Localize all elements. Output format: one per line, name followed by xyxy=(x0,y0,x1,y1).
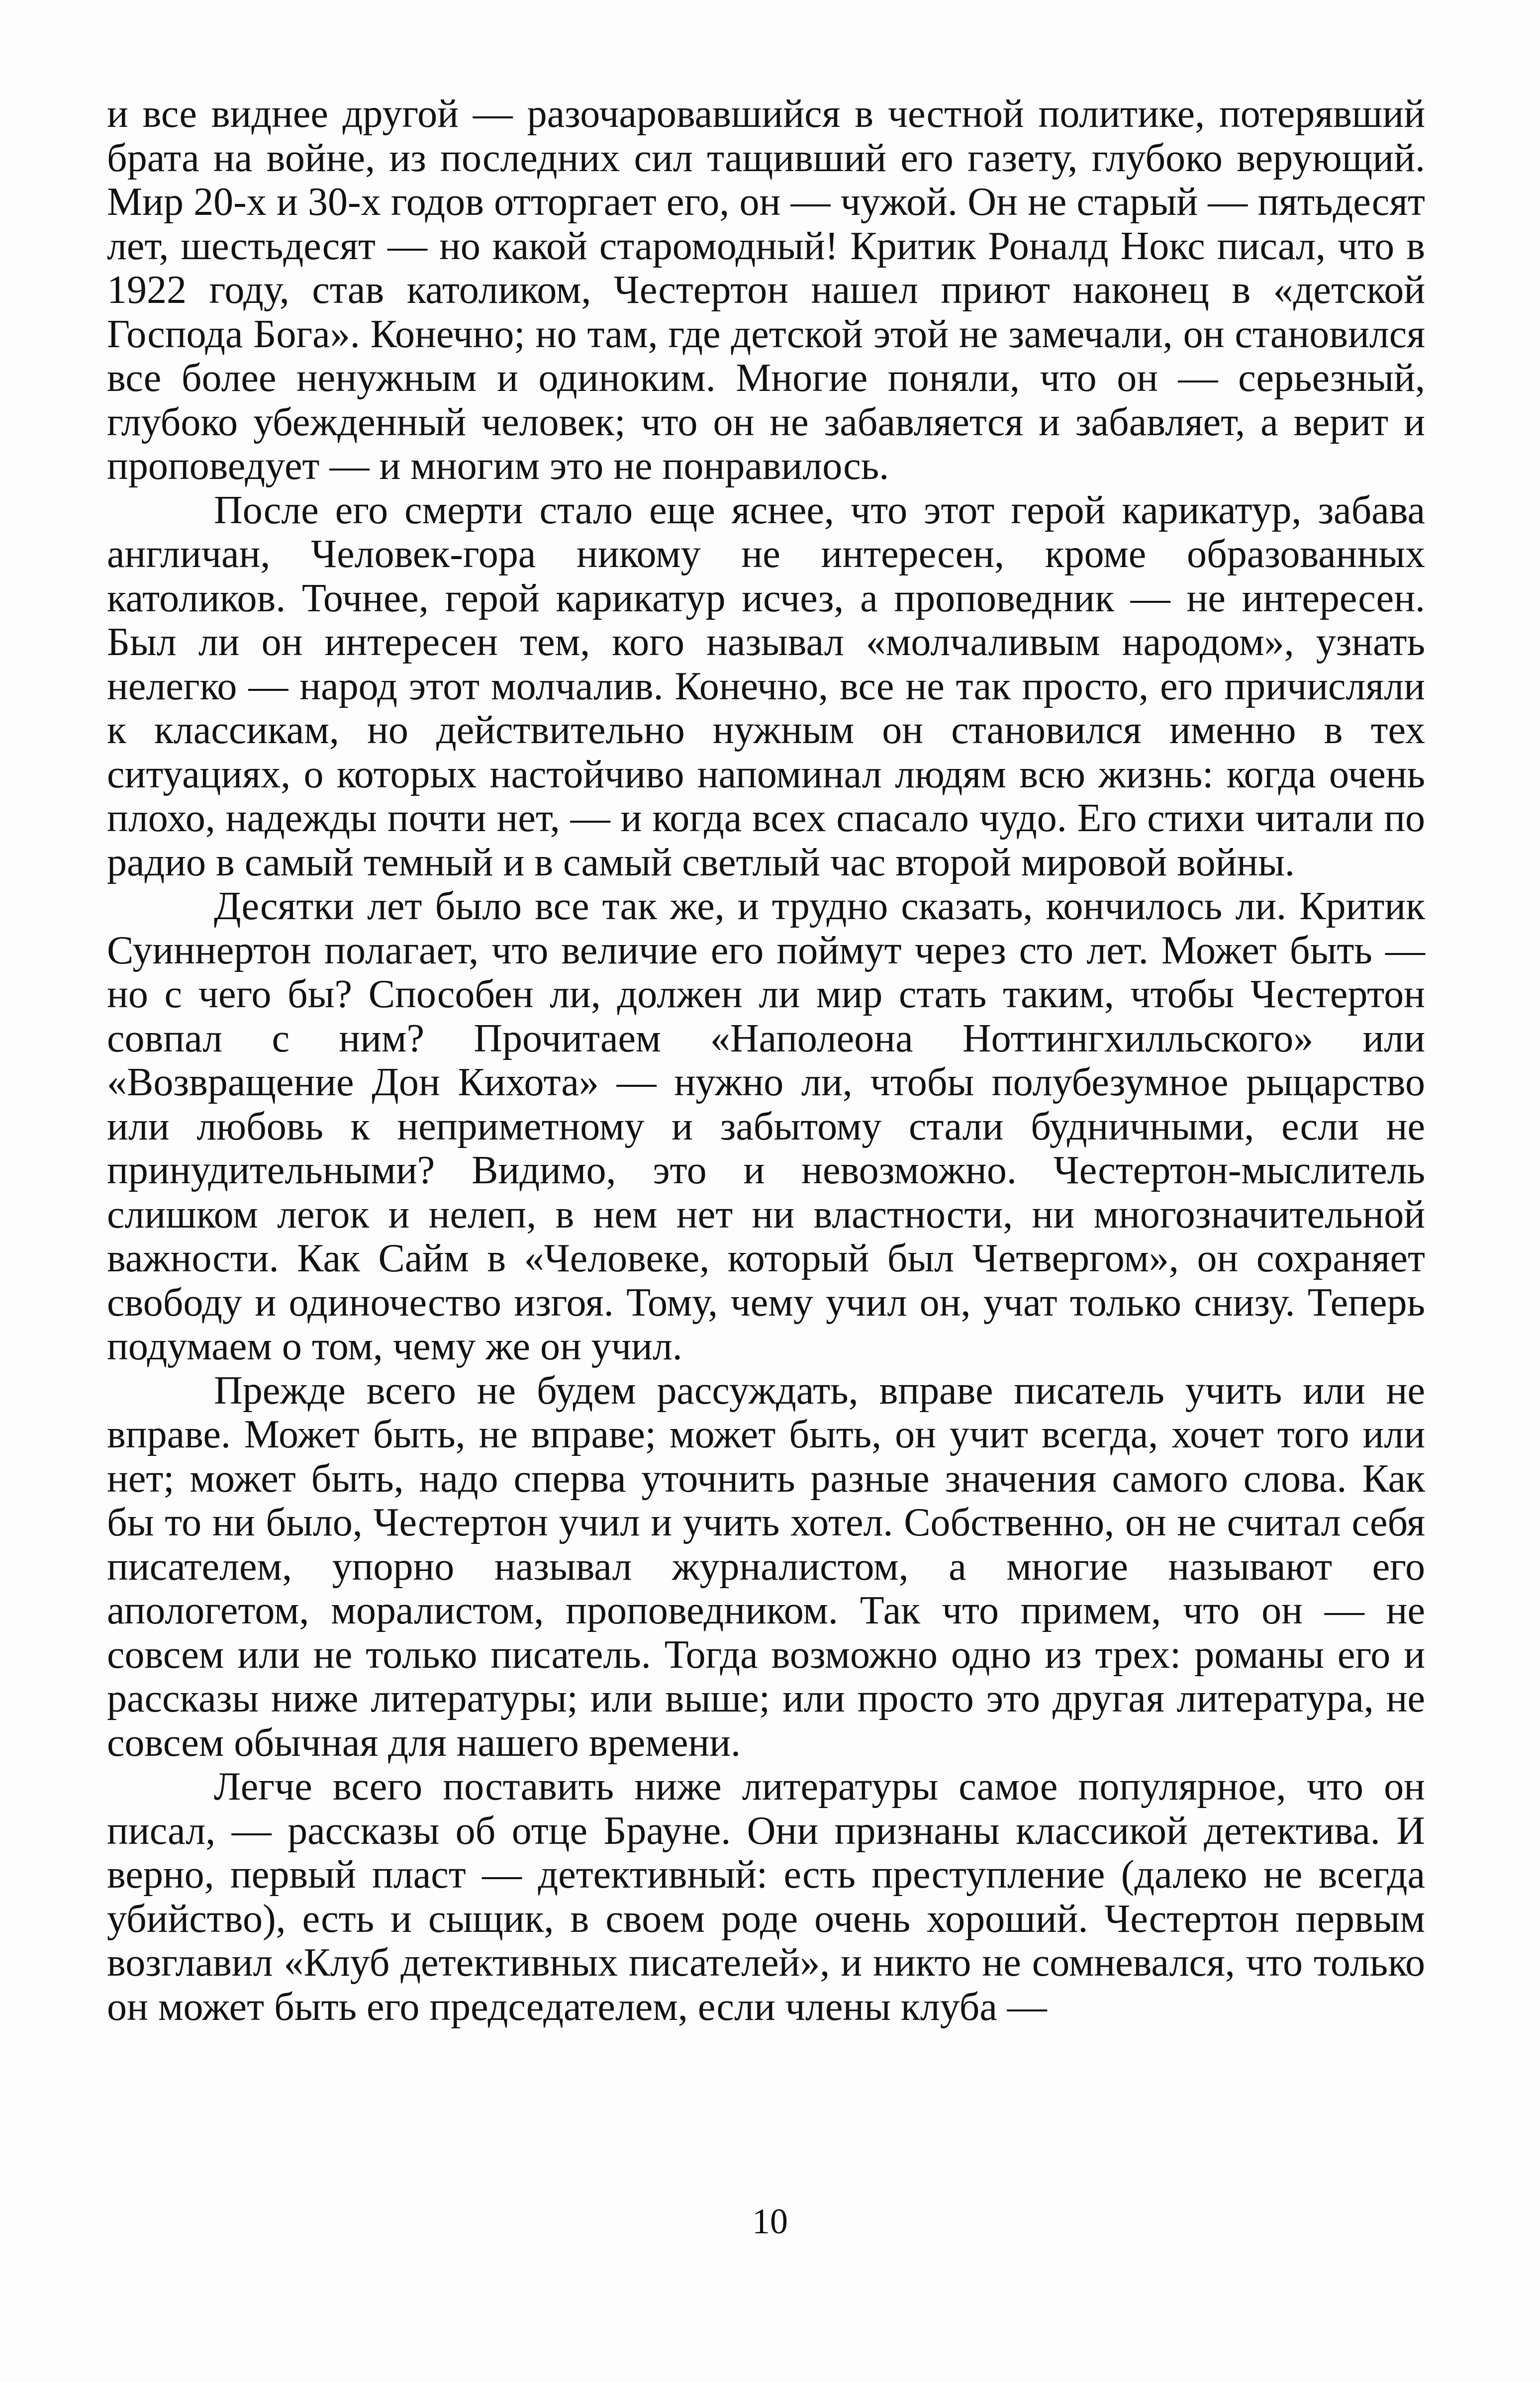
body-text xyxy=(107,92,1425,2029)
paragraph-4: Прежде всего не будем рассуждать, вправе писатель учить или не вправе. Может быть, не вправе; может быть, он учит всегда, хочет того или нет; может быть, надо сперва уточнить разные значения самого слова. Как бы то ни было, Честертон учил и учить хотел. Собственно, он не считал себя писателем, упорно называл журналистом, а многие называют его апологетом, моралистом, проповедником. Так что примем, что он — не совсем или не только писатель. Тогда возможно одно из трех: романы его и рассказы ниже литературы; или выше; или просто это другая литература, не совсем обычная для нашего времени. xyxy=(107,1368,1425,1765)
paragraph-3: Десятки лет было все так же, и трудно сказать, кончилось ли. Критик Суиннертон полагает, что величие его поймут через сто лет. Может быть — но с чего бы? Способен ли, должен ли мир стать таким, чтобы Честертон совпал с ним? Прочитаем «Наполеона Ноттингхилльского» или «Возвращение Дон Кихота» — нужно ли, чтобы полубезумное рыцарство или любовь к неприметному и забытому стали будничными, если не принудительными? Видимо, это и невозможно. Честертон-мыслитель слишком легок и нелеп, в нем нет ни властности, ни многозначительной важности. Как Сайм в «Человеке, который был Четвергом», он сохраняет свободу и одиночество изгоя. Тому, чему учил он, учат только снизу. Теперь подумаем о том, чему же он учил. xyxy=(107,884,1425,1368)
paragraph-2: После его смерти стало еще яснее, что этот герой карикатур, забава англичан, Человек-гора никому не интересен, кроме образованных католиков. Точнее, герой карикатур исчез, а проповедник — не интересен. Был ли он интересен тем, кого называл «молчаливым народом», узнать нелегко — народ этот молчалив. Конечно, все не так просто, его причисляли к классикам, но действительно нужным он становился именно в тех ситуациях, о которых настойчиво напоминал людям всю жизнь: когда очень плохо, надежды почти нет, — и когда всех спасало чудо. Его стихи читали по радио в самый темный и в самый светлый час второй мировой войны. xyxy=(107,488,1425,884)
paragraph-1: и все виднее другой — разочаровавшийся в честной политике, потерявший брата на войне, из последних сил тащивший его газету, глубоко верующий. Мир 20-х и 30-х годов отторгает его, он — чужой. Он не старый — пятьдесят лет, шестьдесят — но какой старомодный! Критик Роналд Нокс писал, что в 1922 году, став католиком, Честертон нашел приют наконец в «детской Господа Бога». Конечно; но там, где детской этой не замечали, он становился все более ненужным и одиноким. Многие поняли, что он — серьезный, глубоко убежденный человек; что он не забавляется и забавляет, а верит и проповедует — и многим это не понравилось. xyxy=(107,92,1425,488)
paragraph-5: Легче всего поставить ниже литературы самое популярное, что он писал, — рассказы об отце Брауне. Они признаны классикой детектива. И верно, первый пласт — детективный: есть преступление (далеко не всегда убийство), есть и сыщик, в своем роде очень хороший. Честертон первым возглавил «Клуб детективных писателей», и никто не сомневался, что только он может быть его председателем, если члены клуба — xyxy=(107,1765,1425,2029)
page-number: 10 xyxy=(752,2201,788,2241)
